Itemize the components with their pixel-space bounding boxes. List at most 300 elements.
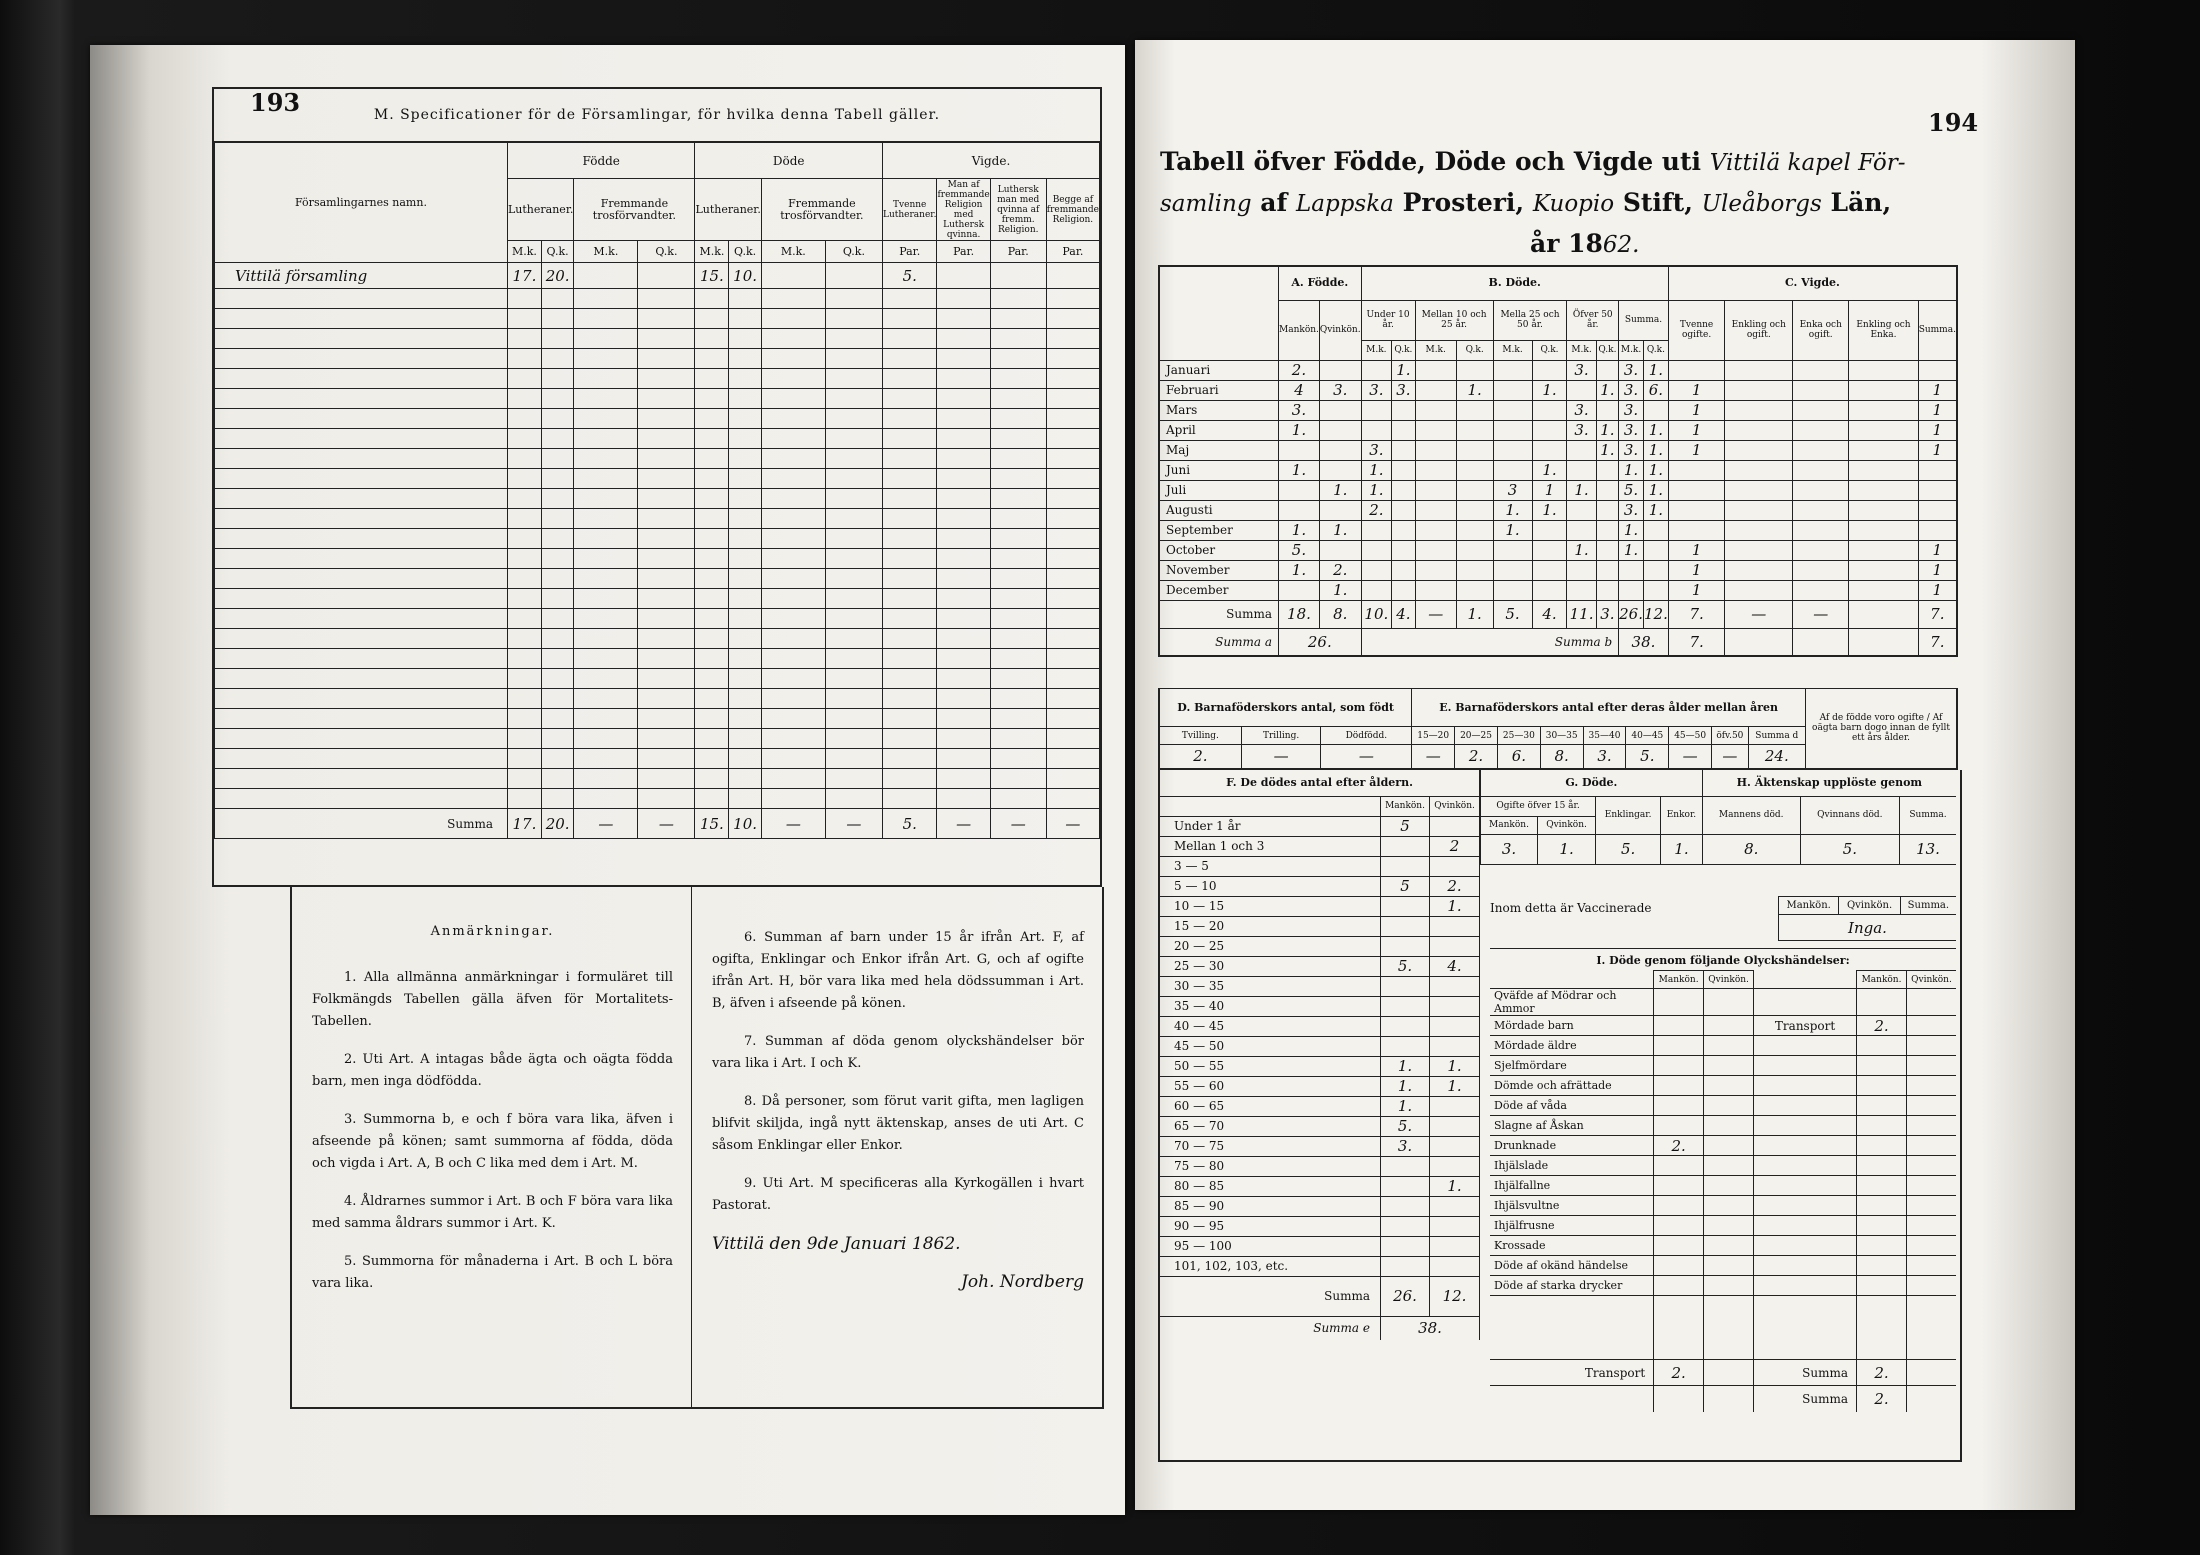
month-cell: 1. — [1643, 440, 1668, 460]
i-summa2-m: 2. — [1857, 1386, 1907, 1412]
i-row — [1490, 1156, 1956, 1176]
note-9: 9. Uti Art. M specificeras alla Kyrkogällen i hvart Pastorat. — [712, 1176, 1084, 1213]
spec-empty-row — [215, 309, 1100, 329]
f-row — [1160, 956, 1480, 976]
f-row — [1160, 1076, 1480, 1096]
month-cell — [1596, 400, 1618, 420]
month-cell — [1361, 540, 1392, 560]
month-cell — [1279, 580, 1320, 600]
month-row — [1159, 580, 1957, 600]
month-cell — [1361, 420, 1392, 440]
i-cause: Sjelfmördare — [1490, 1056, 1654, 1076]
f-title: F. De dödes antal efter åldern. — [1160, 770, 1480, 796]
month-cell — [1456, 580, 1493, 600]
f-summa-e-label: Summa e — [1160, 1316, 1381, 1340]
month-cell — [1392, 560, 1415, 580]
f-row — [1160, 1056, 1480, 1076]
sum-s-q: 12. — [1643, 600, 1668, 628]
month-row — [1159, 460, 1957, 480]
monthly-table — [1158, 265, 1958, 657]
title-hand-2: samling — [1160, 191, 1252, 217]
f-age: 35 — 40 — [1160, 996, 1381, 1016]
sum-p4: — — [1046, 809, 1099, 839]
vacc-qvinkon: Qvinkön. — [1839, 897, 1900, 915]
f-m — [1381, 896, 1430, 916]
month-rows — [1159, 360, 1957, 600]
h-summa: Summa. — [1899, 796, 1956, 834]
d-dd-val: — — [1321, 745, 1412, 769]
f-q: 1. — [1430, 1076, 1480, 1096]
month-cell: 1. — [1619, 460, 1644, 480]
f-m — [1381, 1036, 1430, 1056]
f-age: Under 1 år — [1160, 816, 1381, 836]
f-m: 5. — [1381, 956, 1430, 976]
sum-c1: 7. — [1668, 600, 1725, 628]
f-row — [1160, 1216, 1480, 1236]
month-cell — [1415, 360, 1456, 380]
month-c1: 1 — [1668, 440, 1725, 460]
g-val-1: 1. — [1538, 834, 1596, 864]
month-cell — [1456, 400, 1493, 420]
f-q: 1. — [1430, 1176, 1480, 1196]
e-val-3: 8. — [1540, 745, 1583, 769]
month-label: Juni — [1159, 460, 1279, 480]
month-cell: 1. — [1319, 580, 1361, 600]
vacc-mankon: Mankön. — [1779, 897, 1839, 915]
c-tvenne: Tvenne ogifte. — [1668, 300, 1725, 360]
e-title: E. Barnaföderskors antal efter deras ålder mellan åren — [1412, 689, 1806, 727]
i-row — [1490, 1256, 1956, 1276]
d-tv-val: 2. — [1159, 745, 1241, 769]
f-luth-header: Lutheraner. — [508, 179, 574, 241]
sum-c4: 7. — [1918, 600, 1957, 628]
f-row — [1160, 816, 1480, 836]
sum-p2: — — [937, 809, 990, 839]
signature-place: Vittilä den 9de Januari 1862. — [712, 1234, 961, 1254]
e-val-7: — — [1712, 745, 1749, 769]
vacc-summa: Summa. — [1900, 897, 1956, 915]
note-4: 4. Åldrarnes summor i Art. B och F böra vara lika med samma åldrars summor i Art. K. — [312, 1194, 673, 1231]
hdr-qk: Q.k. — [638, 241, 695, 263]
sum-u-q: 4. — [1392, 600, 1415, 628]
month-cell: 1. — [1596, 440, 1618, 460]
f-age: 65 — 70 — [1160, 1116, 1381, 1136]
month-cell — [1596, 500, 1618, 520]
month-cell: 1. — [1643, 500, 1668, 520]
month-cell — [1596, 560, 1618, 580]
sum-m2-q: 4. — [1532, 600, 1567, 628]
f-m: 5 — [1381, 876, 1430, 896]
month-cell: 1. — [1361, 460, 1392, 480]
month-cell: 3. — [1319, 380, 1361, 400]
e-age-3: 30—35 — [1540, 727, 1583, 745]
i-row — [1490, 1016, 1956, 1036]
a-mankon: Mankön. — [1279, 300, 1320, 360]
f-row — [1160, 996, 1480, 1016]
f-row — [1160, 1036, 1480, 1056]
year-hand: 62. — [1602, 232, 1640, 258]
month-cell — [1567, 460, 1596, 480]
d-luth-header: Lutheraner. — [695, 179, 761, 241]
month-cell: 1. — [1619, 520, 1644, 540]
month-cell — [1493, 540, 1532, 560]
f-m — [1381, 836, 1430, 856]
f-summa-label: Summa — [1160, 1276, 1381, 1316]
i-cause: Döde af våda — [1490, 1096, 1654, 1116]
month-row — [1159, 360, 1957, 380]
sum-m2-m: 5. — [1493, 600, 1532, 628]
f-row — [1160, 896, 1480, 916]
spec-empty-row — [215, 349, 1100, 369]
f-summa-q: 12. — [1430, 1276, 1480, 1316]
f-frem-header: Fremmande trosförvandter. — [574, 179, 695, 241]
month-c4 — [1918, 500, 1957, 520]
i-cause: Slagne af Åskan — [1490, 1116, 1654, 1136]
month-cell — [1643, 560, 1668, 580]
h-title: H. Äktenskap upplöste genom — [1702, 770, 1956, 796]
month-cell — [1596, 540, 1618, 560]
notes-title: Anmärkningar. — [430, 924, 555, 939]
hdr-mk: M.k. — [1493, 340, 1532, 360]
month-cell — [1456, 500, 1493, 520]
monthly-summa-label: Summa — [1159, 600, 1279, 628]
f-q — [1430, 1216, 1480, 1236]
f-age: 45 — 50 — [1160, 1036, 1381, 1056]
f-age: Mellan 1 och 3 — [1160, 836, 1381, 856]
i-cause: Döde af starka drycker — [1490, 1276, 1654, 1296]
signature-name: Joh. Nordberg — [961, 1272, 1084, 1292]
f-m — [1381, 1256, 1430, 1276]
e-age-0: 15—20 — [1412, 727, 1455, 745]
f-age: 80 — 85 — [1160, 1176, 1381, 1196]
month-row — [1159, 520, 1957, 540]
f-q — [1430, 1136, 1480, 1156]
gh-table — [1480, 770, 1956, 865]
f-q — [1430, 816, 1480, 836]
month-cell — [1415, 500, 1456, 520]
hdr-qk: Q.k. — [541, 241, 574, 263]
month-cell — [1319, 360, 1361, 380]
specification-table — [212, 87, 1102, 887]
f-m — [1381, 976, 1430, 996]
f-q — [1430, 856, 1480, 876]
month-cell — [1415, 420, 1456, 440]
month-row — [1159, 400, 1957, 420]
month-cell: 3. — [1619, 360, 1644, 380]
d-qk-value: 10. — [729, 263, 762, 289]
stillborn-note: Af de födde voro ogifte / Af oägta barn dogo innan de fyllt ett års ålder. — [1806, 689, 1958, 769]
i-row — [1490, 1176, 1956, 1196]
i-title: I. Döde genom följande Olyckshändelser: — [1490, 948, 1956, 967]
i-mankon: Mankön. — [1654, 971, 1704, 989]
f-age: 55 — 60 — [1160, 1076, 1381, 1096]
month-cell — [1596, 480, 1618, 500]
spec-empty-row — [215, 369, 1100, 389]
spec-empty-row — [215, 649, 1100, 669]
g-title: G. Döde. — [1481, 770, 1703, 796]
month-c1: 1 — [1668, 580, 1725, 600]
f-row — [1160, 1156, 1480, 1176]
f-age: 40 — 45 — [1160, 1016, 1381, 1036]
month-label: Mars — [1159, 400, 1279, 420]
month-c4 — [1918, 480, 1957, 500]
i-summa2-label: Summa — [1754, 1386, 1857, 1412]
month-cell: 1. — [1532, 380, 1567, 400]
month-row — [1159, 500, 1957, 520]
f-age: 95 — 100 — [1160, 1236, 1381, 1256]
f-m: 3. — [1381, 1136, 1430, 1156]
f-qk-value: 20. — [541, 263, 574, 289]
spec-empty-row — [215, 529, 1100, 549]
note-6: 6. Summan af barn under 15 år ifrån Art. F, af ogifta, Enklingar och Enkor ifrån Art. G, och af ogifte ifrån Art. H, bör vara lika med hela dödssumman i Art. B, äfven i afseende på könen. — [712, 930, 1084, 1011]
month-cell — [1279, 440, 1320, 460]
spec-empty-row — [215, 549, 1100, 569]
month-cell: 1. — [1643, 360, 1668, 380]
month-cell — [1392, 460, 1415, 480]
b-summa: Summa. — [1619, 300, 1669, 340]
month-cell — [1493, 440, 1532, 460]
h-val-2: 13. — [1899, 834, 1956, 864]
f-q — [1430, 916, 1480, 936]
i-cause: Krossade — [1490, 1236, 1654, 1256]
vacc-table — [1778, 896, 1956, 941]
spec-empty-row — [215, 569, 1100, 589]
month-cell: 3. — [1361, 380, 1392, 400]
hdr-mk: M.k. — [695, 241, 729, 263]
f-q — [1430, 1156, 1480, 1176]
note-2: 2. Uti Art. A intagas både ägta och oägta födda barn, men inga dödfödda. — [312, 1052, 673, 1089]
i-drunknade-m: 2. — [1654, 1136, 1704, 1156]
v-manfrem-header: Man af fremmande Religion med Luthersk qvinna. — [937, 179, 990, 240]
f-age: 10 — 15 — [1160, 896, 1381, 916]
month-cell — [1596, 520, 1618, 540]
f-age: 30 — 35 — [1160, 976, 1381, 996]
title-part-5: Län, — [1830, 188, 1892, 217]
month-cell — [1493, 460, 1532, 480]
hdr-mk: M.k. — [1415, 340, 1456, 360]
f-m: 5. — [1381, 1116, 1430, 1136]
sum-p3: — — [990, 809, 1046, 839]
month-c4: 1 — [1918, 440, 1957, 460]
i-cause: Mördade äldre — [1490, 1036, 1654, 1056]
sum-m1-q: 1. — [1456, 600, 1493, 628]
sum-f-mk: 17. — [508, 809, 542, 839]
month-cell — [1279, 500, 1320, 520]
i-row — [1490, 1136, 1956, 1156]
d-mk-value: 15. — [695, 263, 729, 289]
month-cell — [1596, 580, 1618, 600]
e-age-5: 40—45 — [1626, 727, 1669, 745]
month-cell — [1643, 400, 1668, 420]
sum-o-q: 3. — [1596, 600, 1618, 628]
right-page-number: 194 — [1928, 108, 1979, 137]
f-m — [1381, 1176, 1430, 1196]
f-age: 5 — 10 — [1160, 876, 1381, 896]
month-cell: 1. — [1493, 520, 1532, 540]
col-name-header: Församlingarnes namn. — [215, 143, 508, 263]
month-c4: 1 — [1918, 380, 1957, 400]
e-age-6: 45—50 — [1669, 727, 1712, 745]
i-transport-m: 2. — [1654, 1360, 1704, 1386]
sum-df-mk: — — [761, 809, 825, 839]
table-title — [1160, 142, 1960, 265]
f-q — [1430, 1016, 1480, 1036]
hdr-qk: Q.k. — [1456, 340, 1493, 360]
spec-empty-row — [215, 329, 1100, 349]
month-c4 — [1918, 520, 1957, 540]
month-cell — [1415, 520, 1456, 540]
i-row — [1490, 1216, 1956, 1236]
sum-par: 5. — [882, 809, 936, 839]
hdr-qk: Q.k. — [1392, 340, 1415, 360]
month-cell: 1. — [1361, 480, 1392, 500]
f-row — [1160, 1096, 1480, 1116]
month-c1 — [1668, 360, 1725, 380]
sum-a-q: 8. — [1319, 600, 1361, 628]
h-mannens: Mannens död. — [1702, 796, 1800, 834]
month-cell — [1596, 360, 1618, 380]
sum-m1-m: — — [1415, 600, 1456, 628]
f-age: 50 — 55 — [1160, 1056, 1381, 1076]
sum-c2: — — [1725, 600, 1793, 628]
left-page-number: 193 — [250, 88, 301, 117]
sec-c-header: C. Vigde. — [1668, 266, 1957, 300]
f-row — [1160, 1016, 1480, 1036]
f-row — [1160, 1196, 1480, 1216]
month-cell: 1. — [1643, 420, 1668, 440]
month-c1: 1 — [1668, 380, 1725, 400]
f-age: 3 — 5 — [1160, 856, 1381, 876]
month-cell — [1392, 400, 1415, 420]
month-label: November — [1159, 560, 1279, 580]
g-val-3: 1. — [1661, 834, 1703, 864]
hdr-mk: M.k. — [761, 241, 825, 263]
month-cell: 1. — [1643, 460, 1668, 480]
month-cell: 1. — [1596, 420, 1618, 440]
month-cell: 1. — [1392, 360, 1415, 380]
hdr-qk: Q.k. — [825, 241, 882, 263]
sum-ff-qk: — — [638, 809, 695, 839]
title-part-3: Prosteri, — [1402, 188, 1525, 217]
month-cell: 1. — [1279, 560, 1320, 580]
month-cell: 3. — [1567, 400, 1596, 420]
e-age-8: Summa d — [1748, 727, 1805, 745]
e-val-8: 24. — [1748, 745, 1805, 769]
month-c4: 1 — [1918, 560, 1957, 580]
month-c1: 1 — [1668, 540, 1725, 560]
f-q — [1430, 1236, 1480, 1256]
summa-a-value: 26. — [1279, 628, 1362, 656]
f-q — [1430, 1116, 1480, 1136]
summa-c1: 7. — [1668, 628, 1725, 656]
month-cell — [1567, 520, 1596, 540]
spec-grid — [214, 142, 1100, 839]
month-cell — [1456, 520, 1493, 540]
spec-empty-rows — [215, 289, 1100, 809]
month-c1: 1 — [1668, 560, 1725, 580]
month-row — [1159, 540, 1957, 560]
i-cause: Mördade barn — [1490, 1016, 1654, 1036]
title-hand-5: Uleåborgs — [1701, 191, 1822, 217]
f-qvinkon: Qvinkön. — [1430, 796, 1480, 816]
month-cell: 3. — [1567, 360, 1596, 380]
d-frem-header: Fremmande trosförvandter. — [761, 179, 882, 241]
month-c4: 1 — [1918, 400, 1957, 420]
sec-a-header: A. Födde. — [1279, 266, 1362, 300]
spec-empty-row — [215, 709, 1100, 729]
month-cell — [1493, 400, 1532, 420]
month-cell — [1532, 520, 1567, 540]
i2-mankon: Mankön. — [1857, 971, 1907, 989]
month-cell: 1. — [1279, 420, 1320, 440]
month-c4: 1 — [1918, 580, 1957, 600]
f-q — [1430, 1036, 1480, 1056]
f-m — [1381, 1156, 1430, 1176]
f-row — [1160, 936, 1480, 956]
i2-qvinkon: Qvinkön. — [1907, 971, 1957, 989]
month-cell — [1361, 580, 1392, 600]
spec-empty-row — [215, 609, 1100, 629]
f-age: 70 — 75 — [1160, 1136, 1381, 1156]
f-row — [1160, 976, 1480, 996]
month-cell: 1. — [1279, 520, 1320, 540]
b-25-50: Mella 25 och 50 år. — [1493, 300, 1567, 340]
b-10-25: Mellan 10 och 25 år. — [1415, 300, 1493, 340]
f-q — [1430, 936, 1480, 956]
i-row — [1490, 1236, 1956, 1256]
month-cell: 1. — [1493, 500, 1532, 520]
month-cell — [1279, 480, 1320, 500]
f-row — [1160, 876, 1480, 896]
month-cell — [1392, 500, 1415, 520]
sum-u-m: 10. — [1361, 600, 1392, 628]
month-cell — [1361, 560, 1392, 580]
f-m — [1381, 856, 1430, 876]
note-3: 3. Summorna b, e och f böra vara lika, äfven i afseende på könen; samt summorna af födda, döda och vigda i Art. A, B och C lika med dem i Art. M. — [312, 1112, 673, 1171]
i-row — [1490, 1076, 1956, 1096]
title-hand-1: Vittilä kapel För- — [1709, 150, 1906, 176]
i-row — [1490, 1096, 1956, 1116]
month-cell — [1456, 460, 1493, 480]
month-cell: 6. — [1643, 380, 1668, 400]
month-c4 — [1918, 460, 1957, 480]
e-val-4: 3. — [1583, 745, 1626, 769]
f-rows — [1160, 816, 1480, 1276]
f-age: 75 — 80 — [1160, 1156, 1381, 1176]
month-cell: 1. — [1567, 480, 1596, 500]
e-val-5: 5. — [1626, 745, 1669, 769]
col-fodde-header: Födde — [508, 143, 695, 179]
e-age-7: öfv.50 — [1712, 727, 1749, 745]
spec-empty-row — [215, 629, 1100, 649]
sum-o-m: 11. — [1567, 600, 1596, 628]
f-m — [1381, 916, 1430, 936]
i-cause: Qväfde af Mödrar och Ammor — [1490, 989, 1654, 1016]
i-table — [1490, 970, 1956, 1412]
f-row — [1160, 1176, 1480, 1196]
f-row — [1160, 856, 1480, 876]
summa-c4: 7. — [1918, 628, 1957, 656]
hdr-qk: Q.k. — [729, 241, 762, 263]
month-label: September — [1159, 520, 1279, 540]
month-cell — [1415, 460, 1456, 480]
g-val-2: 5. — [1596, 834, 1661, 864]
month-row — [1159, 560, 1957, 580]
month-label: Januari — [1159, 360, 1279, 380]
sec-b-header: B. Döde. — [1361, 266, 1668, 300]
e-val-1: 2. — [1455, 745, 1498, 769]
f-q: 4. — [1430, 956, 1480, 976]
